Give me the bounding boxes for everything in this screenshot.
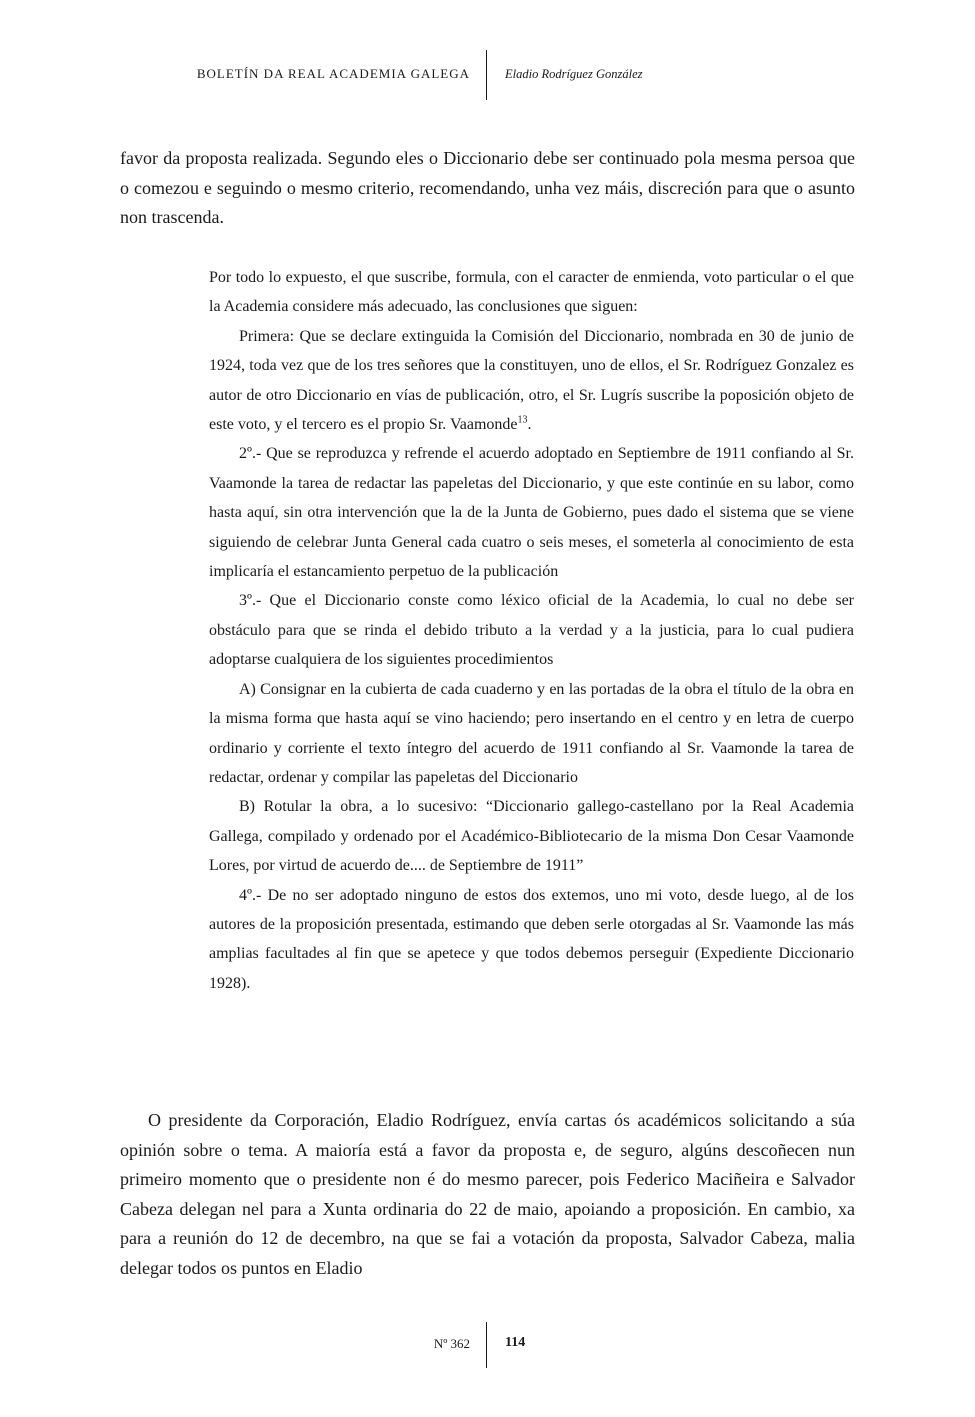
article-author: Eladio Rodríguez González [505, 67, 643, 81]
quote-first-text: Primera: Que se declare extinguida la Comisión del Diccionario, nombrada en 30 de junio de 1924, toda vez que de los tres señores que la constituyen, uno de ellos, el Sr. Rodríguez Gonzalez es autor de otro Diccionario en vías de publicación, otro, el Sr. Lugrís suscribe la poposición objeto de este voto, y el tercero es el propio Sr. Vaamonde [209, 327, 854, 434]
footer-divider [486, 1322, 487, 1368]
header-divider [486, 50, 487, 100]
page-number: 114 [505, 1335, 526, 1350]
quote-first-end: . [527, 416, 532, 434]
issue-number: Nº 362 [433, 1336, 470, 1351]
body-paragraph-top-text: favor da proposta realizada. Segundo eles o Diccionario debe ser continuado pola mesma persoa que o comezou e seguindo o mesmo criterio, recomendando, unha vez máis, discreción para que o asunto non trascenda. [120, 148, 855, 227]
footnote-ref-13[interactable]: 13 [517, 414, 528, 426]
body-paragraph-bottom-text: O presidente da Corporación, Eladio Rodríguez, envía cartas ós académicos solicitando a súa opinión sobre o tema. A maioría está a favor da proposta e, de seguro, algúns descoñecen nun primeiro momento que o presidente non é do mesmo parecer, pois Federico Maciñeira e Salvador Cabeza delegan nel para a Xunta ordinaria do 22 de maio, apoiando a proposición. En cambio, xa para a reunión do 12 de decembro, na que se fai a votación da proposta, Salvador Cabeza, malia delegar todos os puntos en Eladio [120, 1110, 855, 1278]
block-quote [209, 263, 854, 998]
body-paragraph-bottom [120, 1106, 855, 1283]
quote-second-conclusion: 2º.- Que se reproduzca y refrende el acuerdo adoptado en Septiembre de 1911 confiando al Sr. Vaamonde la tarea de redactar las papeletas del Diccionario, y que este continúe en su labor, como hasta aquí, sin otra intervención que la de la Junta de Gobierno, pues dado el sistema que se viene siguiendo de celebrar Junta General cada cuatro o seis meses, el someterla al conocimiento de esta implicaría el estancamiento perpetuo de la publicación [209, 445, 854, 581]
quote-option-a: A) Consignar en la cubierta de cada cuaderno y en las portadas de la obra el título de la obra en la misma forma que hasta aquí se vino haciendo; pero insertando en el centro y en letra de cuerpo ordinario y corriente el texto íntegro del acuerdo de 1911 confiando al Sr. Vaamonde la tarea de redactar, ordenar y compilar las papeletas del Diccionario [209, 680, 854, 786]
running-header [0, 50, 975, 100]
quote-first-conclusion [209, 322, 854, 440]
quote-option-b: B) Rotular la obra, a lo sucesivo: “Diccionario gallego-castellano por la Real Academia Gallega, compilado y ordenado por el Académico-Bibliotecario de la misma Don Cesar Vaamonde Lores, por virtud de acuerdo de.... de Septiembre de 1911” [209, 798, 854, 875]
quote-fourth-conclusion: 4º.- De no ser adoptado ninguno de estos dos extemos, uno mi voto, desde luego, al de los autores de la proposición presentada, estimando que deben serle otorgadas al Sr. Vaamonde las más amplias facultades al fin que se apetece y que todos debemos perseguir (Expediente Diccionario 1928). [209, 886, 854, 992]
quote-third-conclusion: 3º.- Que el Diccionario conste como léxico oficial de la Academia, lo cual no debe ser obstáculo para que se rinda el debido tributo a la verdad y a la justicia, para lo cual pudiera adoptarse cualquiera de los siguientes procedimientos [209, 592, 854, 669]
journal-title: BOLETÍN DA REAL ACADEMIA GALEGA [196, 66, 470, 81]
page-footer [0, 1322, 975, 1368]
quote-intro: Por todo lo expuesto, el que suscribe, formula, con el caracter de enmienda, voto particular o el que la Academia considere más adecuado, las conclusiones que siguen: [209, 269, 854, 316]
body-paragraph-top [120, 144, 855, 233]
